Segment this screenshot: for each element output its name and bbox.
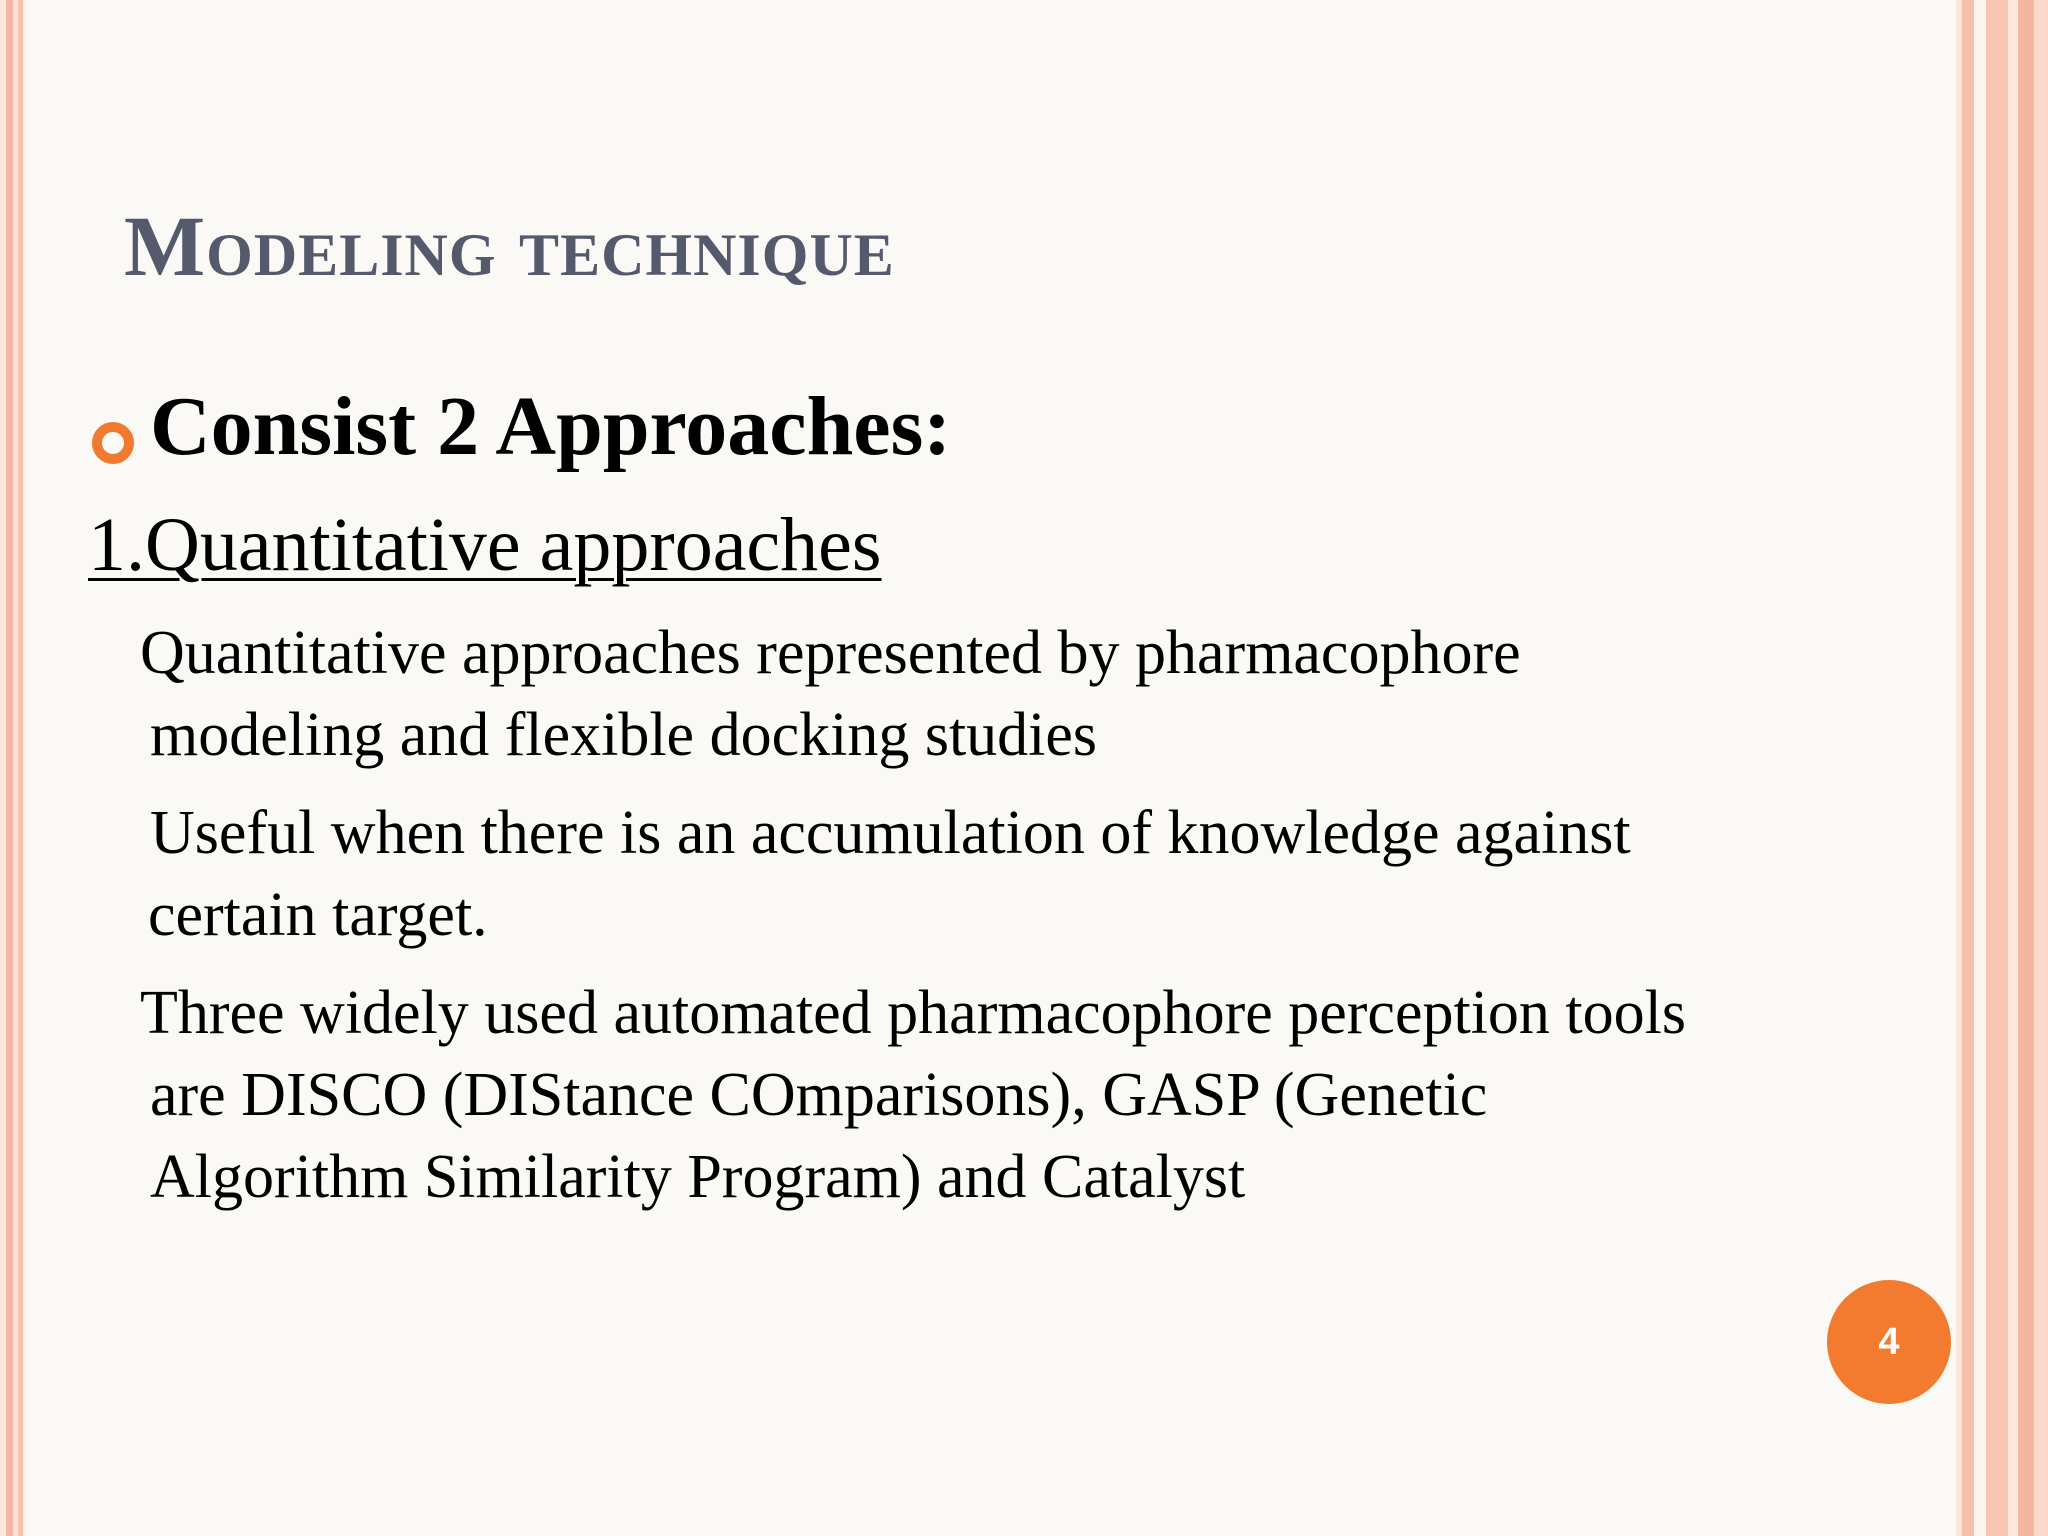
paragraph-line: certain target. <box>148 881 488 949</box>
slide-title: Modeling technique <box>124 198 895 294</box>
paragraph-line: Algorithm Similarity Program) and Catalyst <box>150 1143 1246 1211</box>
paragraph-3 <box>140 972 1686 1218</box>
paragraph-line: modeling and flexible docking studies <box>150 701 1098 769</box>
left-border-decoration <box>0 0 28 1536</box>
bullet-text: Consist 2 Approaches: <box>150 380 952 473</box>
paragraph-line: Three widely used automated pharmacophore perception tools <box>140 979 1687 1047</box>
paragraph-line: Quantitative approaches represented by pharmacophore <box>140 619 1521 687</box>
paragraph-1 <box>140 612 1521 776</box>
subheading: 1.Quantitative approaches <box>88 503 882 587</box>
circle-bullet-icon <box>92 422 134 464</box>
paragraph-line: Useful when there is an accumulation of knowledge against <box>150 799 1631 867</box>
page-number-badge: 4 <box>1827 1280 1951 1404</box>
paragraph-line: are DISCO (DIStance COmparisons), GASP (Genetic <box>150 1061 1488 1129</box>
paragraph-2 <box>150 792 1631 956</box>
right-border-decoration <box>1956 0 2048 1536</box>
